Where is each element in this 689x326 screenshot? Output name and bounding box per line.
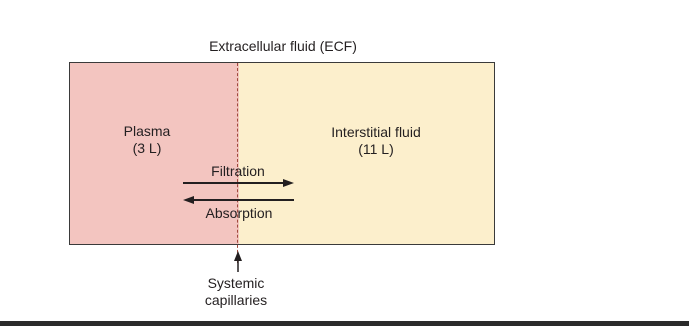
plasma-label: Plasma bbox=[123, 123, 171, 139]
diagram-title: Extracellular fluid (ECF) bbox=[209, 38, 357, 54]
bottom-border-bar bbox=[0, 321, 689, 326]
interstitial-fluid-label: Interstitial fluid bbox=[331, 124, 421, 140]
systemic-capillaries-label-line1: Systemic bbox=[207, 275, 265, 291]
absorption-label: Absorption bbox=[205, 205, 273, 221]
plasma-volume: (3 L) bbox=[132, 140, 162, 156]
capillaries-pointer-arrow bbox=[234, 251, 242, 272]
filtration-label: Filtration bbox=[211, 163, 265, 179]
systemic-capillaries-label-line2: capillaries bbox=[204, 292, 268, 308]
interstitial-fluid-volume: (11 L) bbox=[358, 141, 394, 157]
